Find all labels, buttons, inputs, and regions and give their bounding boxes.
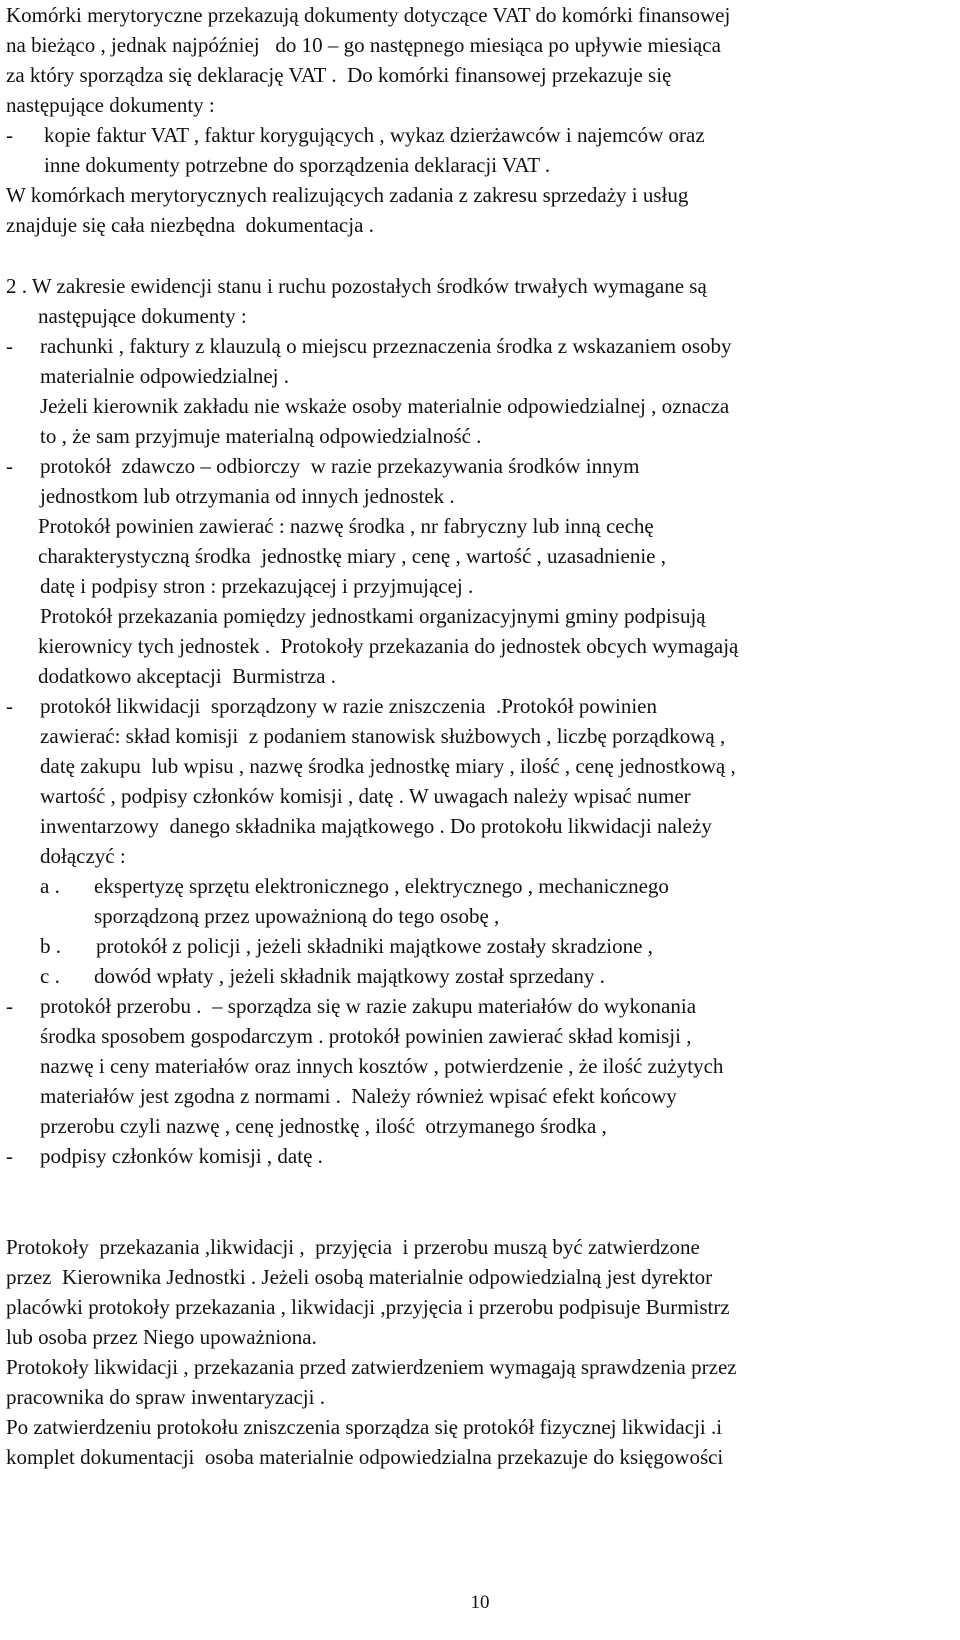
list-item-line: przerobu czyli nazwę , cenę jednostkę , ilość otrzymanego środka , xyxy=(40,1114,607,1138)
list-item-line: protokół zdawczo – odbiorczy w razie przekazywania środków innym xyxy=(40,454,640,478)
list-item-line: Protokół przekazania pomiędzy jednostkami organizacyjnymi gminy podpisują xyxy=(40,604,706,628)
list-bullet-marker: - xyxy=(6,1144,13,1168)
list-item-line: podpisy członków komisji , datę . xyxy=(40,1144,323,1168)
sub-item-line: dowód wpłaty , jeżeli składnik majątkowy został sprzedany . xyxy=(94,964,605,988)
text-line: placówki protokoły przekazania , likwidacji ,przyjęcia i przerobu podpisuje Burmistrz xyxy=(6,1295,730,1319)
list-item-line: kopie faktur VAT , faktur korygujących , wykaz dzierżawców i najemców oraz xyxy=(44,123,705,147)
sub-item-line: sporządzoną przez upoważnioną do tego osobę , xyxy=(94,904,500,928)
text-line: przez Kierownika Jednostki . Jeżeli osobą materialnie odpowiedzialną jest dyrektor xyxy=(6,1265,713,1289)
text-line: znajduje się cała niezbędna dokumentacja . xyxy=(6,213,374,237)
list-item-line: datę zakupu lub wpisu , nazwę środka jednostkę miary , ilość , cenę jednostkową , xyxy=(40,754,736,778)
list-item-line: Jeżeli kierownik zakładu nie wskaże osoby materialnie odpowiedzialnej , oznacza xyxy=(40,394,730,418)
sub-item-line: ekspertyzę sprzętu elektronicznego , elektrycznego , mechanicznego xyxy=(94,874,669,898)
list-item-line: dołączyć : xyxy=(40,844,126,868)
text-line: Protokoły likwidacji , przekazania przed zatwierdzeniem wymagają sprawdzenia przez xyxy=(6,1355,737,1379)
list-item-line: to , że sam przyjmuje materialną odpowiedzialność . xyxy=(40,424,482,448)
list-item-line: jednostkom lub otrzymania od innych jednostek . xyxy=(40,484,455,508)
text-line: Po zatwierdzeniu protokołu zniszczenia sporządza się protokół fizycznej likwidacji .i xyxy=(6,1415,723,1439)
list-item-line: inne dokumenty potrzebne do sporządzenia deklaracji VAT . xyxy=(44,153,551,177)
list-item-line: Protokół powinien zawierać : nazwę środka , nr fabryczny lub inną cechę xyxy=(38,514,654,538)
list-item-line: datę i podpisy stron : przekazującej i przyjmującej . xyxy=(40,574,474,598)
text-line: na bieżąco , jednak najpóźniej do 10 – go następnego miesiąca po upływie miesiąca xyxy=(6,33,721,57)
list-item-line: zawierać: skład komisji z podaniem stanowisk służbowych , liczbę porządkową , xyxy=(40,724,726,748)
list-item-line: nazwę i ceny materiałów oraz innych kosztów , potwierdzenie , że ilość zużytych xyxy=(40,1054,724,1078)
list-item-line: protokół likwidacji sporządzony w razie zniszczenia .Protokół powinien xyxy=(40,694,657,718)
list-bullet-marker: - xyxy=(6,123,13,147)
list-item-line: materialnie odpowiedzialnej . xyxy=(40,364,289,388)
text-line: pracownika do spraw inwentaryzacji . xyxy=(6,1385,325,1409)
list-item-line: kierownicy tych jednostek . Protokoły przekazania do jednostek obcych wymagają xyxy=(38,634,739,658)
section-heading-line: następujące dokumenty : xyxy=(38,304,247,328)
list-item-line: dodatkowo akceptacji Burmistrza . xyxy=(38,664,336,688)
text-line: W komórkach merytorycznych realizujących zadania z zakresu sprzedaży i usług xyxy=(6,183,689,207)
list-bullet-marker: - xyxy=(6,454,13,478)
list-item-line: protokół przerobu . – sporządza się w razie zakupu materiałów do wykonania xyxy=(40,994,697,1018)
list-item-line: wartość , podpisy członków komisji , datę . W uwagach należy wpisać numer xyxy=(40,784,691,808)
sub-item-marker: b . xyxy=(40,934,61,958)
sub-item-marker: c . xyxy=(40,964,60,988)
section-heading-line: 2 . W zakresie ewidencji stanu i ruchu pozostałych środków trwałych wymagane są xyxy=(6,274,707,298)
list-bullet-marker: - xyxy=(6,994,13,1018)
text-line: Protokoły przekazania ,likwidacji , przyjęcia i przerobu muszą być zatwierdzone xyxy=(6,1235,700,1259)
sub-item-line: protokół z policji , jeżeli składniki majątkowe zostały skradzione , xyxy=(96,934,653,958)
text-line: Komórki merytoryczne przekazują dokumenty dotyczące VAT do komórki finansowej xyxy=(6,3,731,27)
list-bullet-marker: - xyxy=(6,694,13,718)
list-item-line: rachunki , faktury z klauzulą o miejscu przeznaczenia środka z wskazaniem osoby xyxy=(40,334,732,358)
list-item-line: inwentarzowy danego składnika majątkowego . Do protokołu likwidacji należy xyxy=(40,814,712,838)
text-line: następujące dokumenty : xyxy=(6,93,215,117)
list-item-line: materiałów jest zgodna z normami . Należy również wpisać efekt końcowy xyxy=(40,1084,677,1108)
page-number: 10 xyxy=(470,1592,490,1613)
sub-item-marker: a . xyxy=(40,874,60,898)
text-line: za który sporządza się deklarację VAT . Do komórki finansowej przekazuje się xyxy=(6,63,672,87)
text-line: lub osoba przez Niego upoważniona. xyxy=(6,1325,317,1349)
list-item-line: charakterystyczną środka jednostkę miary , cenę , wartość , uzasadnienie , xyxy=(38,544,666,568)
text-line: komplet dokumentacji osoba materialnie odpowiedzialna przekazuje do księgowości xyxy=(6,1445,724,1469)
list-item-line: środka sposobem gospodarczym . protokół powinien zawierać skład komisji , xyxy=(40,1024,692,1048)
list-bullet-marker: - xyxy=(6,334,13,358)
